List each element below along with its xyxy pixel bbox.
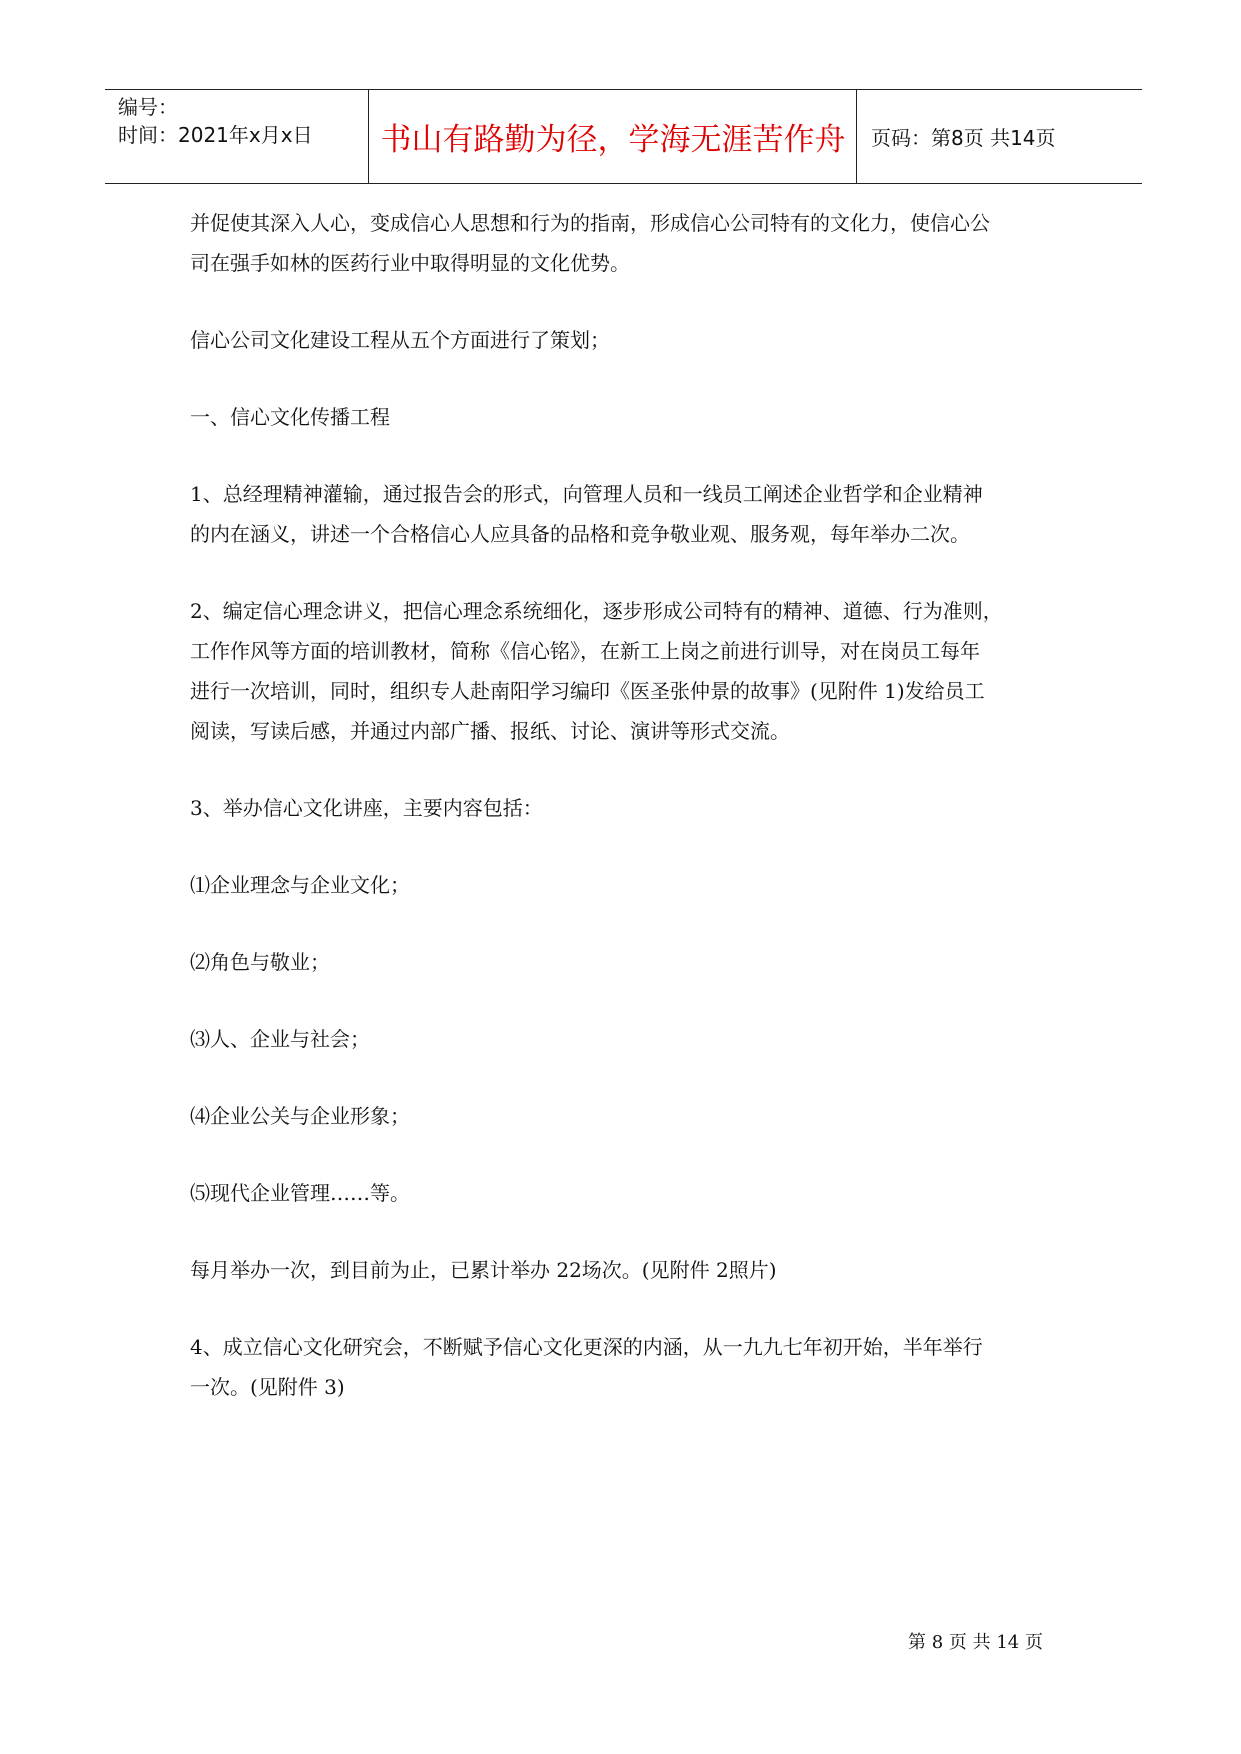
body-line: 信心公司文化建设工程从五个方面进行了策划； <box>190 328 610 352</box>
header-meta <box>118 90 368 183</box>
body-line: 的内在涵义，讲述一个合格信心人应具备的品格和竞争敬业观、服务观，每年举办二次。 <box>190 522 970 546</box>
body-line: 阅读，写读后感，并通过内部广播、报纸、讨论、演讲等形式交流。 <box>190 719 790 743</box>
body-line: 工作作风等方面的培训教材，简称《信心铭》，在新工上岗之前进行训导，对在岗员工每年 <box>190 639 980 663</box>
body-line: 3、举办信心文化讲座，主要内容包括： <box>190 796 543 820</box>
body-line: 1、总经理精神灌输，通过报告会的形式，向管理人员和一线员工阐述企业哲学和企业精神 <box>190 482 983 506</box>
section-heading: 一、信心文化传播工程 <box>190 405 390 429</box>
header-divider-right <box>856 90 857 183</box>
page-footer: 第 8 页 共 14 页 <box>908 1632 1043 1653</box>
body-line: 一次。(见附件 3) <box>190 1375 345 1399</box>
list-item: ⑴企业理念与企业文化； <box>190 873 410 897</box>
list-item: ⑷企业公关与企业形象； <box>190 1104 410 1128</box>
list-item: ⑸现代企业管理……等。 <box>190 1181 410 1205</box>
body-line: 司在强手如林的医药行业中取得明显的文化优势。 <box>190 251 630 275</box>
header-divider-left <box>368 90 369 183</box>
body-line: 每月举办一次，到目前为止，已累计举办 22场次。(见附件 2照片) <box>190 1258 777 1282</box>
page-header <box>105 89 1142 184</box>
header-page-info: 页码：第8页 共14页 <box>871 126 1056 150</box>
document-time-label: 时间：2021年x月x日 <box>118 123 313 147</box>
document-number-label: 编号： <box>118 95 178 119</box>
body-line: 进行一次培训，同时，组织专人赴南阳学习编印《医圣张仲景的故事》(见附件 1)发给员工 <box>190 679 985 703</box>
list-item: ⑵角色与敬业； <box>190 950 330 974</box>
header-motto: 书山有路勤为径，学海无涯苦作舟 <box>380 122 846 158</box>
body-line: 并促使其深入人心，变成信心人思想和行为的指南，形成信心公司特有的文化力，使信心公 <box>190 211 990 235</box>
body-line: 2、编定信心理念讲义，把信心理念系统细化，逐步形成公司特有的精神、道德、行为准则， <box>190 599 1003 623</box>
body-line: 4、成立信心文化研究会，不断赋予信心文化更深的内涵，从一九九七年初开始，半年举行 <box>190 1335 983 1359</box>
list-item: ⑶人、企业与社会； <box>190 1027 370 1051</box>
